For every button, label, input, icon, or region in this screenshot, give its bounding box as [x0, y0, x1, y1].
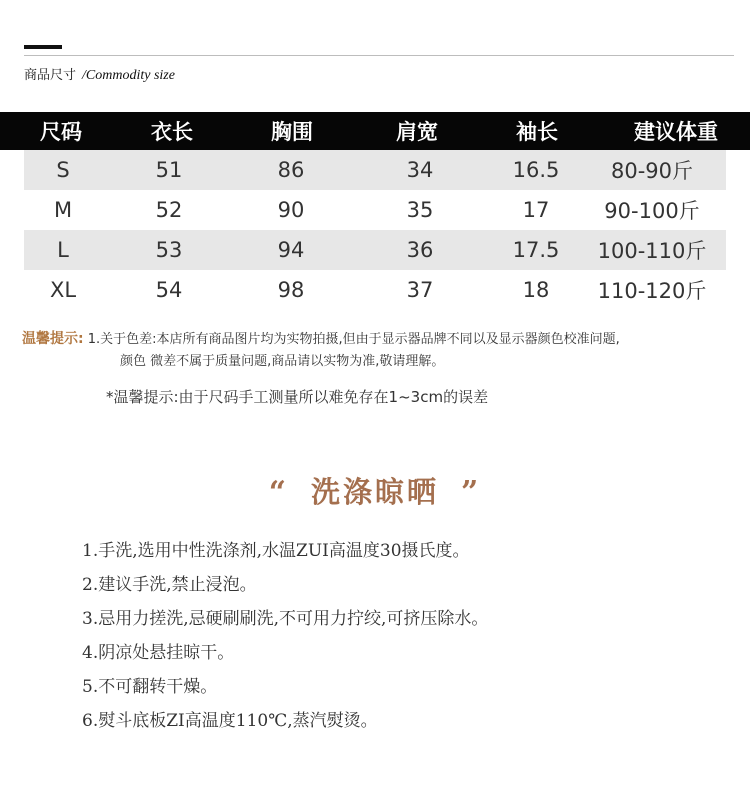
- notice-text-2: 颜色 微差不属于质量问题,商品请以实物为准,敬请理解。: [120, 354, 445, 369]
- cell-length: 52: [155, 198, 183, 222]
- cell-chest: 86: [277, 158, 305, 182]
- list-item: 2.建议手洗,禁止浸泡。: [82, 575, 257, 595]
- cell-weight: 90-100斤: [604, 199, 700, 223]
- section-divider: [24, 55, 734, 56]
- header-shoulder: 肩宽: [396, 120, 438, 144]
- header-length: 衣长: [151, 120, 193, 144]
- notice-text-1: 1.关于色差:本店所有商品图片均为实物拍摄,但由于显示器品牌不同以及显示器颜色校准问题,: [87, 332, 620, 347]
- cell-sleeve: 17: [522, 198, 550, 222]
- wash-instructions: [82, 534, 488, 738]
- table-row: [24, 230, 726, 270]
- list-item: 3.忌用力搓洗,忌硬刷刷洗,不可用力拧绞,可挤压除水。: [82, 609, 489, 629]
- notice-block: [22, 328, 620, 373]
- cell-weight: 100-110斤: [597, 239, 707, 263]
- cell-chest: 98: [277, 278, 305, 302]
- cell-length: 54: [155, 278, 183, 302]
- size-table-header: [0, 112, 750, 150]
- table-row: [24, 270, 726, 310]
- cell-sleeve: 18: [522, 278, 550, 302]
- cell-length: 53: [155, 238, 183, 262]
- cell-shoulder: 36: [406, 238, 434, 262]
- measurement-note: *温馨提示:由于尺码手工测量所以难免存在1~3cm的误差: [106, 388, 489, 406]
- notice-label: 温馨提示:: [22, 331, 84, 347]
- cell-size: XL: [49, 278, 77, 302]
- notice-line-1: [22, 328, 620, 351]
- cell-chest: 90: [277, 198, 305, 222]
- header-weight: 建议体重: [634, 120, 718, 144]
- section-accent-bar: [24, 45, 62, 49]
- size-table: [0, 112, 750, 310]
- wash-title: [0, 470, 750, 511]
- cell-sleeve: 16.5: [512, 158, 560, 182]
- section-title: [24, 64, 175, 84]
- table-row: [24, 150, 726, 190]
- header-size: 尺码: [40, 120, 82, 144]
- cell-weight: 110-120斤: [597, 279, 707, 303]
- list-item: 5.不可翻转干燥。: [82, 677, 218, 697]
- open-quote: “: [268, 475, 289, 510]
- list-item: 6.熨斗底板ZI高温度110℃,蒸汽熨烫。: [82, 711, 378, 731]
- cell-size: L: [57, 238, 69, 262]
- list-item: 1.手洗,选用中性洗涤剂,水温ZUI高温度30摄氏度。: [82, 541, 470, 561]
- table-row: [24, 190, 726, 230]
- cell-weight: 80-90斤: [610, 159, 694, 183]
- cell-shoulder: 37: [406, 278, 434, 302]
- cell-chest: 94: [277, 238, 305, 262]
- wash-title-text: 洗涤晾晒: [310, 475, 439, 509]
- header-chest: 胸围: [271, 120, 313, 144]
- header-sleeve: 袖长: [516, 120, 558, 144]
- list-item: 4.阴凉处悬挂晾干。: [82, 643, 235, 663]
- cell-length: 51: [155, 158, 183, 182]
- cell-size: S: [56, 158, 70, 182]
- cell-sleeve: 17.5: [512, 238, 560, 262]
- section-title-cn: 商品尺寸: [24, 68, 77, 83]
- cell-size: M: [53, 198, 73, 222]
- cell-shoulder: 34: [406, 158, 434, 182]
- close-quote: ”: [461, 475, 482, 510]
- section-title-en: /Commodity size: [82, 68, 175, 83]
- cell-shoulder: 35: [406, 198, 434, 222]
